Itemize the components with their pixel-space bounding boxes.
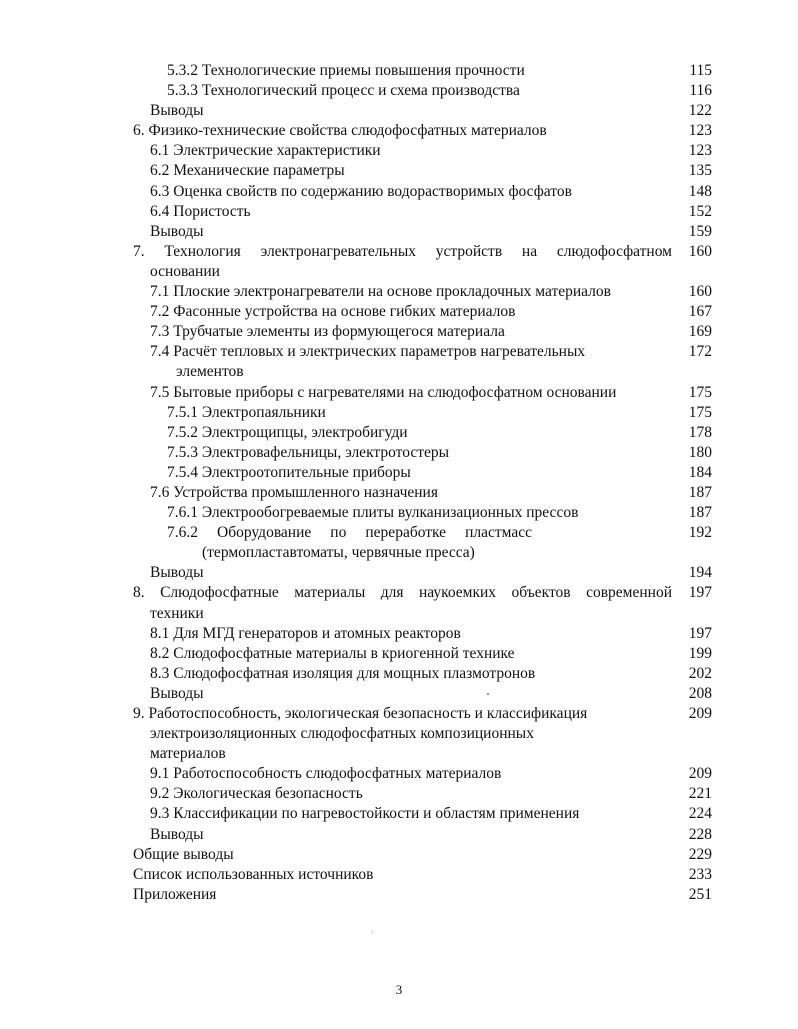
toc-entry-title: Выводы xyxy=(150,102,204,120)
toc-entry-page: 172 xyxy=(688,343,712,361)
toc-entry-page: 152 xyxy=(688,202,712,220)
toc-entry-6-3 xyxy=(0,182,798,202)
toc-entry-page: 208 xyxy=(688,684,712,702)
toc-entry-8-3 xyxy=(0,664,798,684)
toc-entry-page: 209 xyxy=(688,705,712,722)
toc-entry-title: 7.4 Расчёт тепловых и электрических параметров нагревательных xyxy=(150,343,586,361)
toc-entry-page: 251 xyxy=(688,885,712,903)
scan-speck xyxy=(372,932,373,933)
toc-entry-page: 228 xyxy=(688,825,712,843)
toc-entry-page: 135 xyxy=(688,162,712,180)
toc-entry-page: 123 xyxy=(688,142,712,160)
toc-entry-title: 7.3 Трубчатые элементы из формующегося материала xyxy=(150,323,505,341)
toc-entry-title: 9.2 Экологическая безопасность xyxy=(150,785,363,803)
toc-entry-7-5-3 xyxy=(0,443,798,463)
toc-entry-7 xyxy=(0,242,798,282)
toc-entry-page: 123 xyxy=(688,122,712,140)
toc-entry-7-1 xyxy=(0,282,798,302)
toc-entry-5-3-2 xyxy=(0,61,798,81)
toc-entry-title-continuation: элементов xyxy=(176,363,244,381)
scan-speck xyxy=(487,693,489,695)
toc-entry-page: 116 xyxy=(689,82,712,100)
toc-entry-conclusions-6 xyxy=(0,222,798,242)
toc-entry-9-1 xyxy=(0,764,798,784)
toc-entry-title: Выводы xyxy=(150,825,204,843)
toc-entry-page: 184 xyxy=(688,463,712,481)
toc-entry-title: Выводы xyxy=(150,684,204,702)
toc-entry-page: 159 xyxy=(688,222,712,240)
toc-entry-page: 175 xyxy=(688,383,712,401)
toc-entry-title: 7.5 Бытовые приборы с нагревателями на слюдофосфатном основании xyxy=(150,383,617,401)
toc-entry-7-6-1 xyxy=(0,503,798,523)
page-number: 3 xyxy=(395,982,403,997)
toc-entry-page: 169 xyxy=(688,323,712,341)
toc-entry-general-conclusions xyxy=(0,845,798,865)
toc-entry-page: 180 xyxy=(688,443,712,461)
toc-entry-title: 6.2 Механические параметры xyxy=(150,162,345,180)
toc-entry-title: 6.4 Пористость xyxy=(150,202,251,220)
toc-entry-title: 7.5.4 Электроотопительные приборы xyxy=(167,463,411,481)
toc-entry-page: 233 xyxy=(688,865,712,883)
toc-entry-page: 199 xyxy=(688,644,712,662)
toc-entry-page: 194 xyxy=(688,564,712,582)
toc-entry-title: 7.6 Устройства промышленного назначения xyxy=(150,483,438,501)
toc-entry-page: 224 xyxy=(688,805,712,823)
toc-entry-page: 122 xyxy=(688,102,712,120)
toc-entry-title: Приложения xyxy=(133,885,217,903)
toc-entry-7-5-4 xyxy=(0,463,798,483)
toc-entry-9 xyxy=(0,704,798,764)
toc-entry-title: 8.1 Для МГД генераторов и атомных реакторов xyxy=(150,624,461,642)
toc-entry-title: 7.2 Фасонные устройства на основе гибких материалов xyxy=(150,303,516,321)
toc-entry-title: Общие выводы xyxy=(133,845,234,863)
toc-entry-conclusions-9 xyxy=(0,825,798,845)
toc-entry-title: 8.3 Слюдофосфатная изоляция для мощных плазмотронов xyxy=(150,664,536,682)
toc-entry-title: 6.3 Оценка свойств по содержанию водорастворимых фосфатов xyxy=(150,182,572,200)
toc-entry-title: 7. Технология электронагревательных устройств на слюдофосфатном xyxy=(133,242,672,260)
toc-entry-conclusions-5 xyxy=(0,101,798,121)
toc-entry-6-1 xyxy=(0,141,798,161)
toc-entry-page: 148 xyxy=(688,182,712,200)
toc-entry-page: 209 xyxy=(688,765,712,783)
toc-entry-conclusions-8 xyxy=(0,684,798,704)
toc-entry-title: 5.3.2 Технологические приемы повышения прочности xyxy=(167,62,525,79)
toc-entry-conclusions-7 xyxy=(0,563,798,583)
toc-entry-7-5-1 xyxy=(0,403,798,423)
toc-entry-page: 197 xyxy=(688,584,712,602)
toc-entry-title: 9. Работоспособность, экологическая безопасность и классификация xyxy=(133,705,588,722)
toc-entry-appendices xyxy=(0,885,798,905)
toc-entry-title: Выводы xyxy=(150,564,204,582)
toc-entry-7-4 xyxy=(0,342,798,382)
toc-entry-title: 6.1 Электрические характеристики xyxy=(150,142,381,160)
toc-entry-8 xyxy=(0,583,798,623)
toc-entry-title-continuation: основании xyxy=(150,262,220,280)
toc-entry-8-2 xyxy=(0,644,798,664)
toc-entry-page: 167 xyxy=(688,303,712,321)
toc-entry-7-6 xyxy=(0,483,798,503)
toc-entry-title: 8. Слюдофосфатные материалы для наукоемких объектов современной xyxy=(133,584,672,602)
toc-entry-title-continuation: электроизоляционных слюдофосфатных композиционных xyxy=(150,725,534,743)
toc-entry-title: 8.2 Слюдофосфатные материалы в криогенной технике xyxy=(150,644,515,662)
toc-entry-title: 7.6.2 Оборудование по переработке пластмасс xyxy=(167,524,532,542)
toc-entry-title: 7.6.1 Электрообогреваемые плиты вулканизационных прессов xyxy=(167,504,579,522)
toc-entry-title: 7.5.1 Электропаяльники xyxy=(167,403,326,421)
toc-entry-7-5 xyxy=(0,383,798,403)
toc-entry-references xyxy=(0,865,798,885)
toc-entry-5-3-3 xyxy=(0,81,798,101)
toc-entry-page: 175 xyxy=(688,403,712,421)
toc-entry-6 xyxy=(0,121,798,141)
toc-entry-page: 178 xyxy=(688,423,712,441)
toc-entry-title: 9.3 Классификации по нагревостойкости и областям применения xyxy=(150,805,580,823)
toc-entry-7-5-2 xyxy=(0,423,798,443)
toc-entry-title-continuation: техники xyxy=(150,604,204,622)
toc-entry-page: 160 xyxy=(688,242,712,260)
toc-entry-page: 160 xyxy=(688,283,712,301)
toc-entry-title: 7.1 Плоские электронагреватели на основе прокладочных материалов xyxy=(150,283,611,301)
toc-entry-8-1 xyxy=(0,624,798,644)
toc-entry-title: Список использованных источников xyxy=(133,865,374,883)
toc-entry-title: 6. Физико-технические свойства слюдофосфатных материалов xyxy=(133,122,547,140)
toc-entry-7-6-2 xyxy=(0,523,798,563)
toc-entry-page: 229 xyxy=(688,845,712,863)
toc-entry-title-continuation: материалов xyxy=(150,745,226,763)
toc-entry-7-2 xyxy=(0,302,798,322)
toc-entry-title: 5.3.3 Технологический процесс и схема производства xyxy=(167,82,520,100)
toc-entry-9-2 xyxy=(0,784,798,804)
toc-entry-page: 187 xyxy=(688,504,712,522)
toc-entry-6-4 xyxy=(0,202,798,222)
toc-entry-6-2 xyxy=(0,161,798,181)
toc-entry-title: Выводы xyxy=(150,222,204,240)
toc-entry-page: 192 xyxy=(688,524,712,542)
toc-entry-title: 7.5.3 Электровафельницы, электротостеры xyxy=(167,443,450,461)
toc-entry-title: 9.1 Работоспособность слюдофосфатных материалов xyxy=(150,765,502,783)
toc-entry-title: 7.5.2 Электрощипцы, электробигуди xyxy=(167,423,408,441)
toc-entry-title-continuation: (термопластавтоматы, червячные пресса) xyxy=(202,544,475,562)
toc-entry-page: 115 xyxy=(689,62,712,79)
toc-entry-page: 187 xyxy=(688,483,712,501)
toc-entry-page: 197 xyxy=(688,624,712,642)
toc-entry-9-3 xyxy=(0,804,798,824)
table-of-contents xyxy=(0,61,798,905)
toc-entry-page: 202 xyxy=(688,664,712,682)
toc-entry-page: 221 xyxy=(688,785,712,803)
toc-entry-7-3 xyxy=(0,322,798,342)
